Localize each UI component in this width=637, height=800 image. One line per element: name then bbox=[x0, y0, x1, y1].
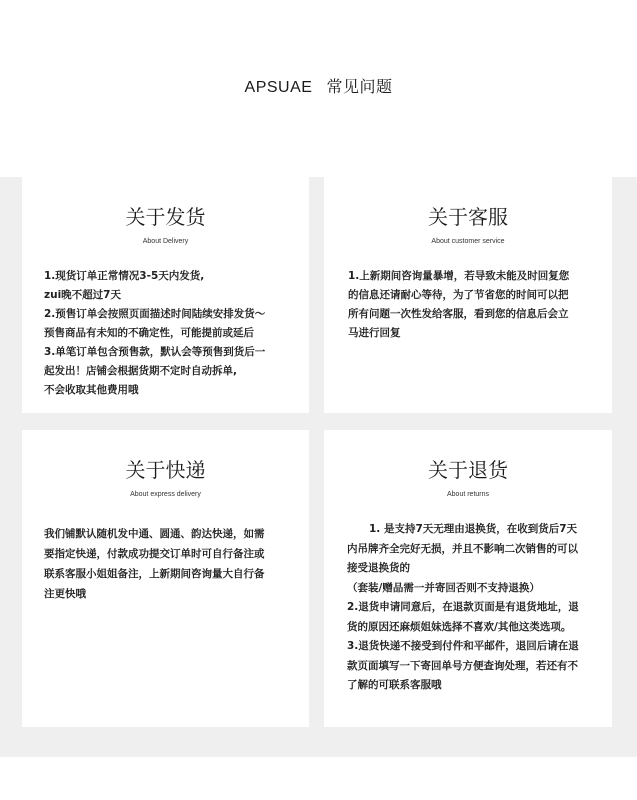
card-line: 1. 是支持7天无理由退换货，在收到货后7天 bbox=[369, 523, 578, 535]
card-body bbox=[22, 267, 309, 400]
card-subtitle: About express delivery bbox=[130, 491, 201, 498]
card-line: 3.单笔订单包含预售款，默认会等预售到货后一 bbox=[44, 346, 266, 358]
brand-name: APSUAE bbox=[244, 79, 313, 96]
card-line: 的信息还请耐心等待，为了节省您的时间可以把 bbox=[348, 289, 569, 301]
card-line: 我们铺默认随机发中通、圆通、韵达快递，如需 bbox=[44, 528, 265, 540]
card-line: 2.退货申请同意后，在退款页面是有退货地址，退 bbox=[347, 601, 579, 613]
card-title: 关于退货 bbox=[428, 458, 508, 482]
card-line: 2.预售订单会按照页面描述时间陆续安排发货～ bbox=[44, 308, 266, 320]
card-line: 不会收取其他费用哦 bbox=[44, 384, 139, 396]
card-line: 货的原因还麻烦姐妹选择不喜欢/其他这类选项。 bbox=[347, 620, 572, 633]
card-line: 注更快哦 bbox=[44, 588, 86, 600]
card-line: 接受退换货的 bbox=[347, 562, 410, 574]
card-line: zui晚不超过7天 bbox=[44, 289, 121, 301]
card-line: 所有问题一次性发给客服，看到您的信息后会立 bbox=[348, 308, 569, 320]
card-line: 联系客服小姐姐备注，上新期间咨询量大自行备 bbox=[44, 568, 265, 580]
faq-card-delivery bbox=[22, 177, 309, 413]
card-line: 3.退货快递不接受到付件和平邮件，退回后请在退 bbox=[347, 640, 579, 652]
card-line: 了解的可联系客服哦 bbox=[347, 679, 442, 691]
card-subtitle: About returns bbox=[446, 491, 490, 498]
card-body bbox=[324, 520, 612, 696]
card-line: （套装/赠品需一并寄回否则不支持退换） bbox=[347, 581, 540, 594]
card-line: 内吊牌齐全完好无损，并且不影响二次销售的可以 bbox=[347, 542, 578, 555]
card-line: 1.上新期间咨询量暴增，若导致未能及时回复您 bbox=[348, 270, 570, 282]
card-subtitle: About customer service bbox=[431, 238, 505, 245]
card-body bbox=[22, 524, 309, 604]
card-line: 款页面填写一下寄回单号方便查询处理，若还有不 bbox=[347, 659, 578, 672]
card-title: 关于快递 bbox=[125, 458, 206, 482]
faq-card-express bbox=[22, 430, 309, 727]
card-subtitle: About Delivery bbox=[142, 238, 189, 245]
card-line: 预售商品有未知的不确定性，可能提前或延后 bbox=[44, 327, 254, 339]
faq-card-customer-service bbox=[324, 177, 612, 413]
faq-card-returns bbox=[324, 430, 612, 727]
card-line: 起发出！店铺会根据货期不定时自动拆单, bbox=[44, 365, 237, 377]
card-line: 1.现货订单正常情况3-5天内发货, bbox=[44, 270, 205, 282]
card-line: 马进行回复 bbox=[348, 327, 401, 339]
page-header bbox=[0, 74, 637, 97]
page-title: 常见问题 bbox=[326, 77, 393, 96]
card-title: 关于发货 bbox=[125, 205, 206, 229]
card-line: 要指定快递，付款成功提交订单时可自行备注或 bbox=[44, 548, 265, 560]
card-title: 关于客服 bbox=[428, 205, 508, 229]
card-body bbox=[324, 267, 612, 343]
